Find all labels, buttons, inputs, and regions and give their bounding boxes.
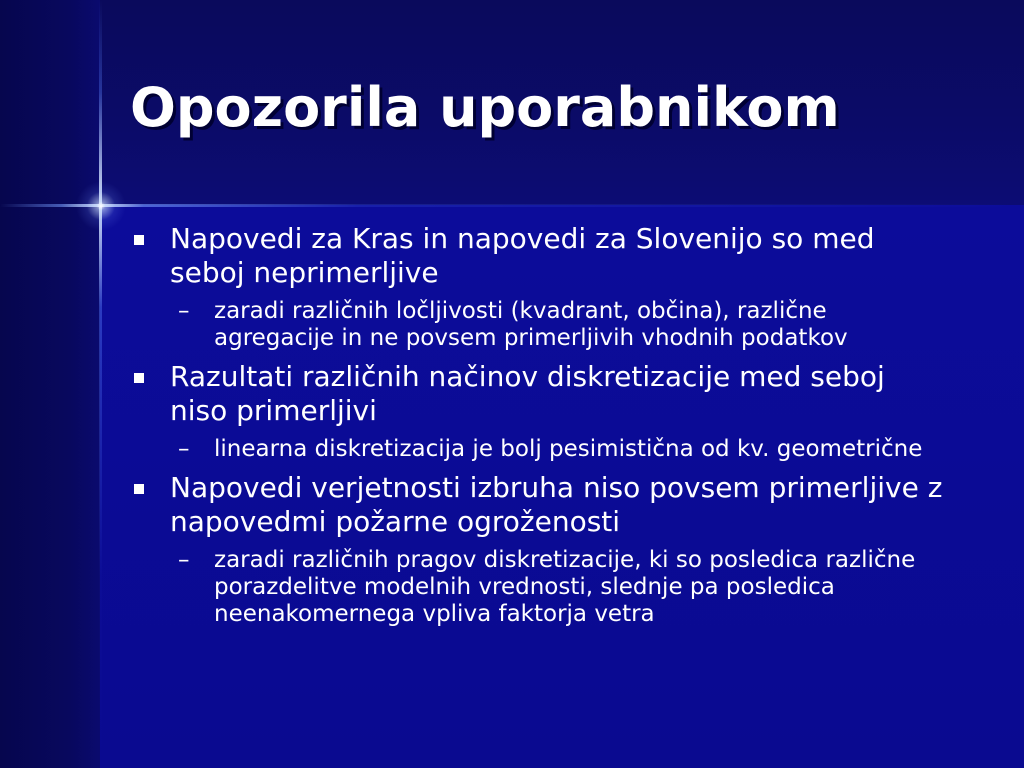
dash-marker: – bbox=[178, 436, 190, 462]
dash-marker: – bbox=[178, 547, 190, 573]
sub-bullet-item bbox=[170, 298, 950, 352]
vertical-glow-line bbox=[99, 0, 102, 768]
bullet-text: Napovedi verjetnosti izbruha niso povsem primerljive z napovedmi požarne ogroženosti bbox=[170, 471, 943, 538]
sub-bullet-text: linearna diskretizacija je bolj pesimistična od kv. geometrične bbox=[214, 436, 923, 462]
bullet-list bbox=[130, 222, 950, 636]
bullet-item bbox=[130, 471, 950, 539]
sparkle-cross-icon bbox=[76, 181, 126, 231]
left-column bbox=[0, 0, 100, 768]
bullet-item bbox=[130, 360, 950, 428]
dash-marker: – bbox=[178, 298, 190, 324]
sub-bullet-item bbox=[170, 436, 950, 463]
square-bullet-icon bbox=[134, 484, 144, 494]
square-bullet-icon bbox=[134, 235, 144, 245]
sub-bullet-item bbox=[170, 547, 950, 628]
horizontal-glow-line bbox=[0, 204, 1024, 207]
bullet-item bbox=[130, 222, 950, 290]
sub-bullet-text: zaradi različnih ločljivosti (kvadrant, občina), različne agregacije in ne povsem primerljivih vhodnih podatkov bbox=[214, 298, 848, 351]
square-bullet-icon bbox=[134, 373, 144, 383]
sub-bullet-text: zaradi različnih pragov diskretizacije, ki so posledica različne porazdelitve modelnih vrednosti, slednje pa posledica neenakomernega vpliva faktorja vetra bbox=[214, 547, 916, 627]
bullet-text: Razultati različnih načinov diskretizacije med seboj niso primerljivi bbox=[170, 360, 885, 427]
slide-title: Opozorila uporabnikom bbox=[130, 76, 840, 139]
bullet-text: Napovedi za Kras in napovedi za Slovenijo so med seboj neprimerljive bbox=[170, 222, 875, 289]
